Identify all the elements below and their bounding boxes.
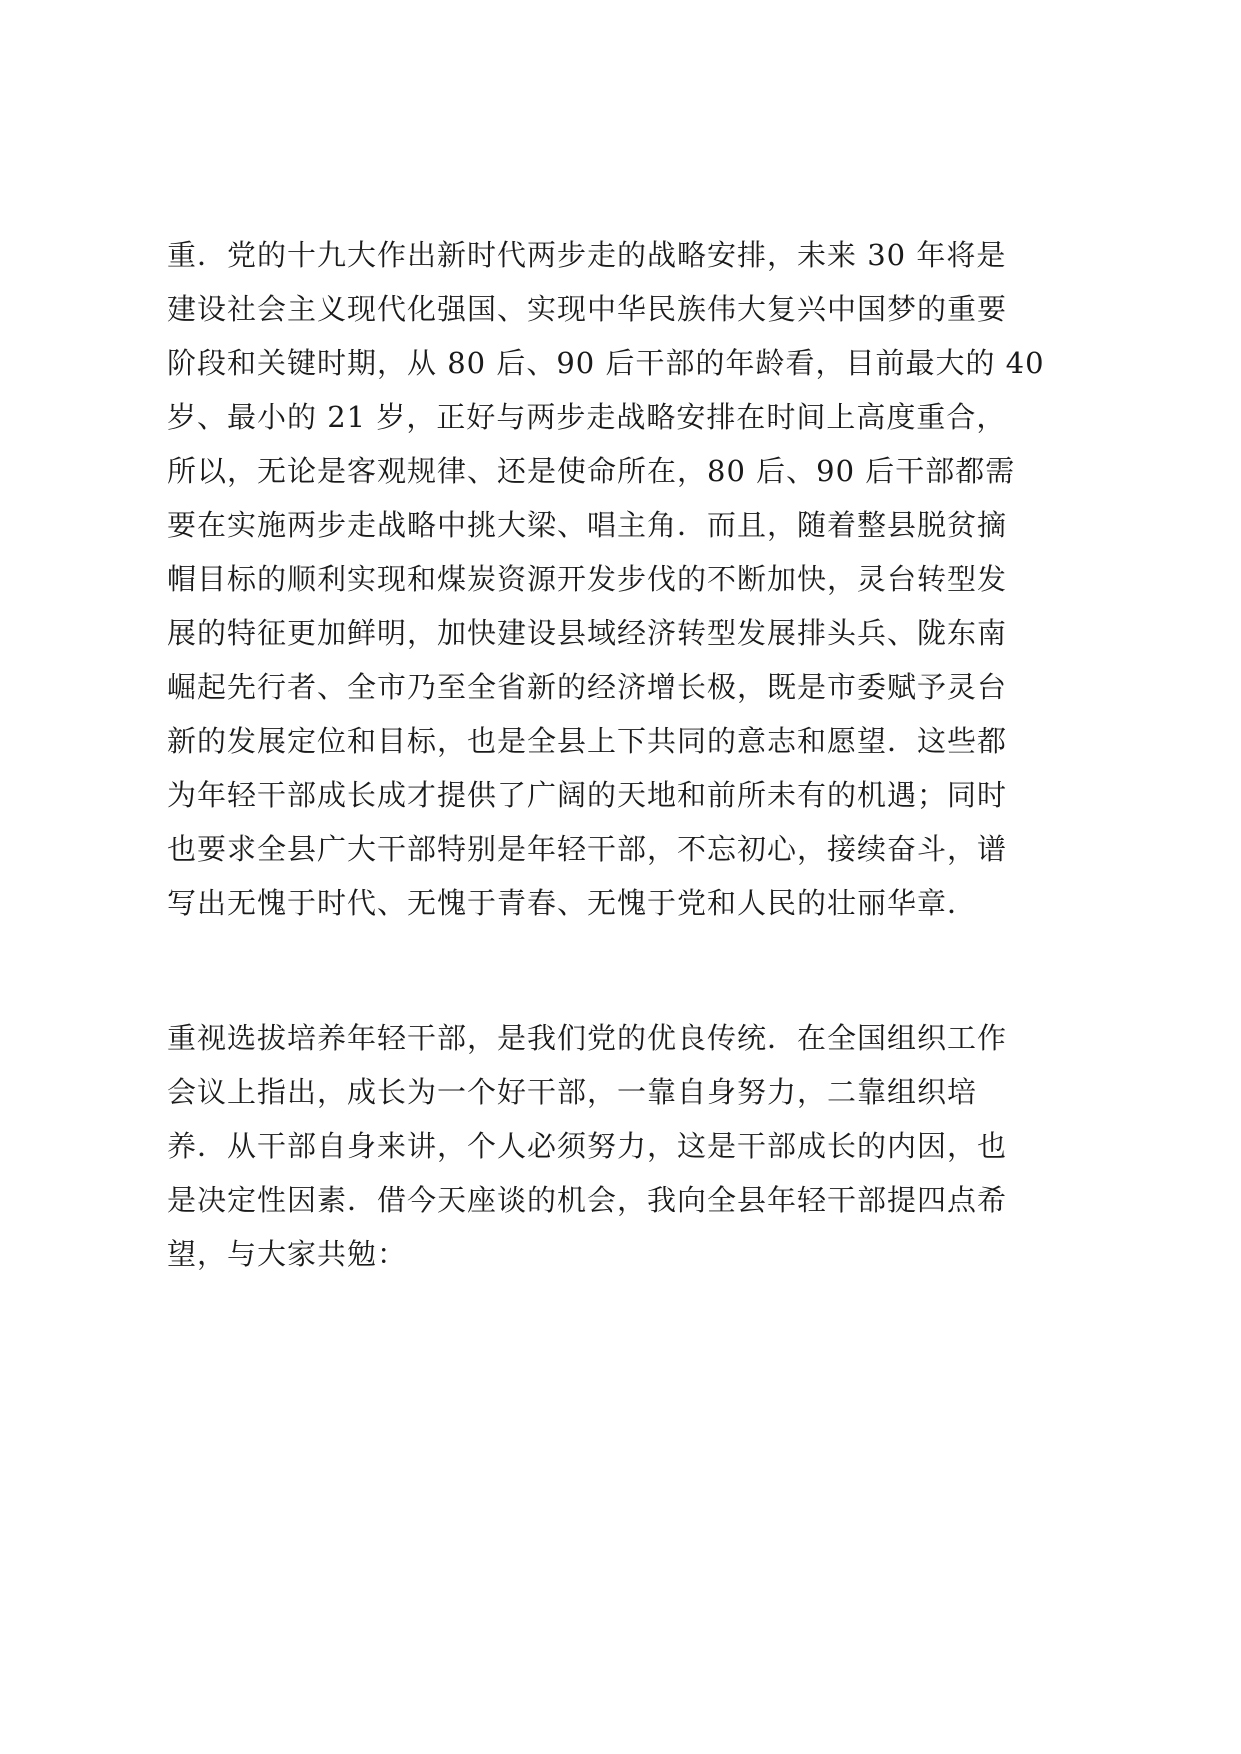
text-line: 望，与大家共勉： xyxy=(167,1237,408,1271)
text-line: 建设社会主义现代化强国、实现中华民族伟大复兴中国梦的重要 xyxy=(167,292,1008,326)
text-line: 重视选拔培养年轻干部，是我们党的优良传统．在全国组织工作 xyxy=(167,1021,1008,1055)
text-line: 新的发展定位和目标，也是全县上下共同的意志和愿望．这些都 xyxy=(167,724,1008,758)
text-line: 崛起先行者、全市乃至全省新的经济增长极，既是市委赋予灵台 xyxy=(167,670,1008,704)
text-line: 为年轻干部成长成才提供了广阔的天地和前所未有的机遇；同时 xyxy=(167,778,1008,812)
text-line: 所以，无论是客观规律、还是使命所在，80 后、90 后干部都需 xyxy=(167,454,1016,488)
text-line: 养．从干部自身来讲，个人必须努力，这是干部成长的内因，也 xyxy=(167,1129,1008,1163)
text-line: 会议上指出，成长为一个好干部，一靠自身努力，二靠组织培 xyxy=(167,1075,978,1109)
text-line: 要在实施两步走战略中挑大梁、唱主角．而且，随着整县脱贫摘 xyxy=(167,508,1008,542)
text-line: 帽目标的顺利实现和煤炭资源开发步伐的不断加快，灵台转型发 xyxy=(167,562,1008,596)
text-line: 是决定性因素．借今天座谈的机会，我向全县年轻干部提四点希 xyxy=(167,1183,1008,1217)
text-line: 阶段和关键时期，从 80 后、90 后干部的年龄看，目前最大的 40 xyxy=(167,346,1045,380)
text-line: 展的特征更加鲜明，加快建设县域经济转型发展排头兵、陇东南 xyxy=(167,616,1008,650)
text-line: 岁、最小的 21 岁，正好与两步走战略安排在时间上高度重合， xyxy=(167,400,1007,434)
text-line: 写出无愧于时代、无愧于青春、无愧于党和人民的壮丽华章． xyxy=(167,886,978,920)
text-line: 也要求全县广大干部特别是年轻干部，不忘初心，接续奋斗，谱 xyxy=(167,832,1008,866)
text-line: 重．党的十九大作出新时代两步走的战略安排，未来 30 年将是 xyxy=(167,238,1007,272)
